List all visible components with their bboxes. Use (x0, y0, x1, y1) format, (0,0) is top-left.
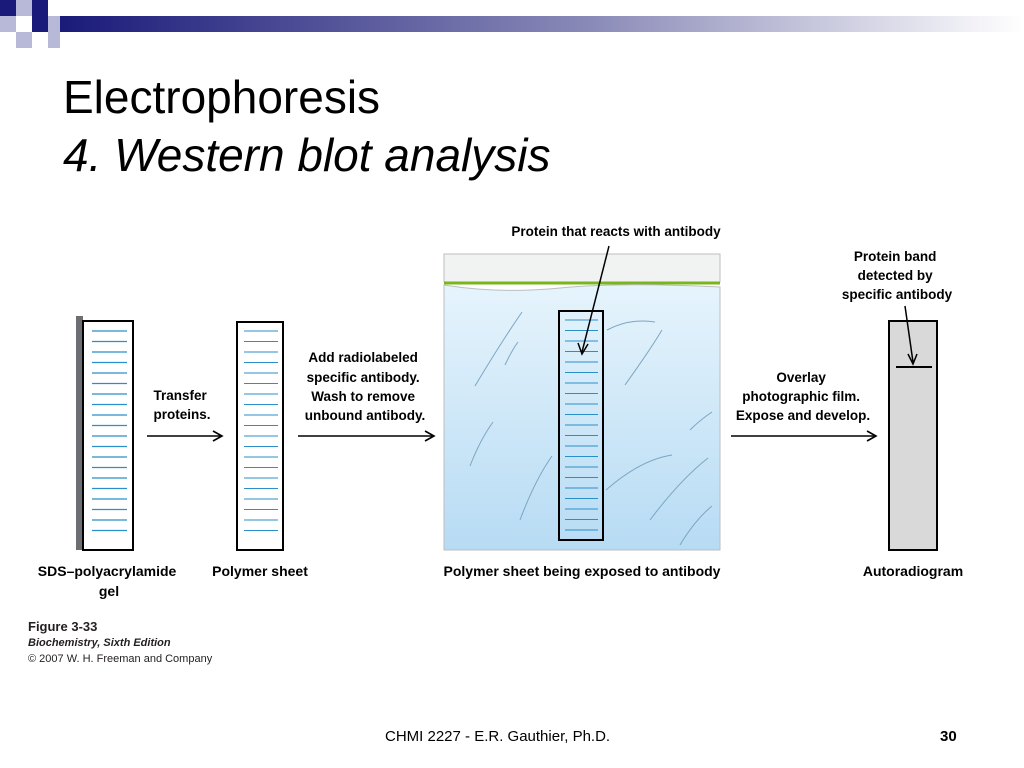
right-callout: Protein band detected by specific antibody (841, 249, 953, 302)
deco-square (0, 16, 16, 32)
gel-caption: SDS–polyacrylamide gel (37, 563, 177, 599)
bag-body (444, 285, 720, 550)
book-title: Biochemistry, Sixth Edition (28, 637, 171, 649)
deco-square (0, 32, 16, 48)
antibody-step-label: Add radiolabeled specific antibody. Wash to remove unbound antibody. (304, 350, 426, 423)
deco-square (16, 16, 32, 32)
copyright: © 2007 W. H. Freeman and Company (28, 653, 213, 665)
deco-square (32, 16, 48, 32)
slide-title (63, 68, 551, 184)
bag-top (444, 254, 720, 282)
film-step-label: Overlay photographic film. Expose and develop. (735, 370, 871, 423)
deco-square (32, 32, 48, 48)
deco-square (16, 32, 32, 48)
transfer-label: Transfer proteins. (153, 388, 211, 422)
figure-credit (28, 618, 212, 667)
autoradiogram (889, 321, 937, 550)
deco-square (0, 0, 16, 16)
gel-side (76, 316, 83, 550)
autoradiogram-caption: Autoradiogram (862, 563, 964, 579)
western-blot-figure (0, 200, 1024, 680)
header-decoration (0, 0, 1024, 60)
deco-square (48, 32, 60, 48)
slide-number: 30 (940, 728, 957, 745)
title-subtitle: 4. Western blot analysis (63, 129, 551, 181)
autoradiogram-film (889, 321, 937, 550)
header-gradient-bar (60, 16, 1024, 32)
sheet-caption: Polymer sheet (212, 563, 308, 579)
exposed-caption: Polymer sheet being exposed to antibody (443, 563, 721, 579)
deco-square (48, 0, 60, 16)
top-callout: Protein that reacts with antibody (511, 224, 721, 239)
footer-course: CHMI 2227 - E.R. Gauthier, Ph.D. (385, 728, 611, 745)
sds-gel (76, 316, 133, 550)
deco-square (16, 0, 32, 16)
title-main: Electrophoresis (63, 71, 381, 123)
deco-square (48, 16, 60, 32)
deco-square (32, 0, 48, 16)
polymer-sheet (237, 322, 283, 550)
figure-number: Figure 3-33 (28, 619, 98, 634)
antibody-bag (444, 254, 720, 550)
